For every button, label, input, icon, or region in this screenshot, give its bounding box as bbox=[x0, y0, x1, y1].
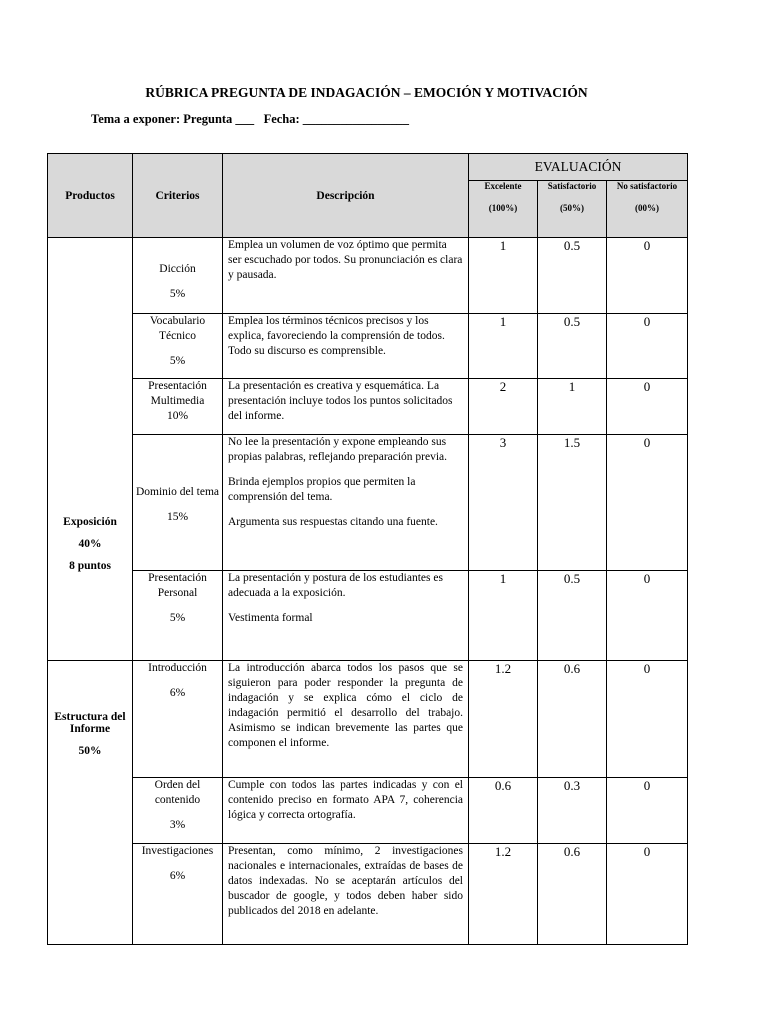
table-row bbox=[48, 844, 688, 945]
table-row bbox=[48, 571, 688, 661]
table-row bbox=[48, 778, 688, 844]
description-cell: Cumple con todos las partes indicadas y con el contenido preciso en formato APA 7, coherencia lógica y correcta ortografía. bbox=[223, 778, 469, 844]
score-excellent: 1.2 bbox=[469, 661, 538, 778]
header-not-satisfactory: No satisfactorio (00%) bbox=[607, 181, 688, 238]
score-excellent: 1.2 bbox=[469, 844, 538, 945]
criterion-cell: Vocabulario Técnico 5% bbox=[133, 314, 223, 379]
score-excellent: 0.6 bbox=[469, 778, 538, 844]
score-not-satisfactory: 0 bbox=[607, 778, 688, 844]
description-cell: La presentación es creativa y esquemática. La presentación incluye todos los puntos solicitados del informe. bbox=[223, 379, 469, 435]
criterion-cell: Introducción 6% bbox=[133, 661, 223, 778]
criterion-cell: Presentación Personal 5% bbox=[133, 571, 223, 661]
rubric-table bbox=[47, 153, 688, 945]
score-not-satisfactory: 0 bbox=[607, 844, 688, 945]
score-excellent: 3 bbox=[469, 435, 538, 571]
table-row bbox=[48, 314, 688, 379]
table-row bbox=[48, 238, 688, 314]
header-satisfactory: Satisfactorio (50%) bbox=[538, 181, 607, 238]
criterion-cell: Dominio del tema 15% bbox=[133, 435, 223, 571]
score-satisfactory: 1 bbox=[538, 379, 607, 435]
score-satisfactory: 0.5 bbox=[538, 238, 607, 314]
score-not-satisfactory: 0 bbox=[607, 571, 688, 661]
description-cell: La presentación y postura de los estudiantes es adecuada a la exposición. Vestimenta formal bbox=[223, 571, 469, 661]
score-not-satisfactory: 0 bbox=[607, 379, 688, 435]
description-cell: Emplea un volumen de voz óptimo que permita ser escuchado por todos. Su pronunciación es clara y pausada. bbox=[223, 238, 469, 314]
header-row bbox=[48, 154, 688, 181]
description-cell: No lee la presentación y expone empleando sus propias palabras, reflejando preparación previa. Brinda ejemplos propios que permiten la comprensión del tema. Argumenta sus respuestas citando una fuente. bbox=[223, 435, 469, 571]
score-not-satisfactory: 0 bbox=[607, 435, 688, 571]
criterion-cell: Presentación Multimedia 10% bbox=[133, 379, 223, 435]
score-excellent: 2 bbox=[469, 379, 538, 435]
score-satisfactory: 0.5 bbox=[538, 314, 607, 379]
score-satisfactory: 0.3 bbox=[538, 778, 607, 844]
score-satisfactory: 0.6 bbox=[538, 844, 607, 945]
score-excellent: 1 bbox=[469, 238, 538, 314]
header-evaluation: EVALUACIÓN bbox=[469, 154, 688, 181]
header-criteria: Criterios bbox=[133, 154, 223, 238]
header-description: Descripción bbox=[223, 154, 469, 238]
score-satisfactory: 0.6 bbox=[538, 661, 607, 778]
subtitle-line bbox=[91, 112, 409, 127]
criterion-cell: Orden del contenido 3% bbox=[133, 778, 223, 844]
table-row bbox=[48, 379, 688, 435]
header-excellent: Excelente (100%) bbox=[469, 181, 538, 238]
criterion-cell: Dicción 5% bbox=[133, 238, 223, 314]
description-cell: La introducción abarca todos los pasos que se siguieron para poder responder la pregunta de indagación y se explica cómo el ciclo de indagación permitió el desarrollo del trabajo. Asimismo se indican brevemente las partes que componen el informe. bbox=[223, 661, 469, 778]
product-cell: Estructura del Informe 50% bbox=[48, 661, 133, 945]
description-cell: Presentan, como mínimo, 2 investigaciones nacionales e internacionales, extraídas de bases de datos indexadas. No se aceptarán artículos del buscador de google, y todos deben haber sido publicados del 2018 en adelante. bbox=[223, 844, 469, 945]
score-not-satisfactory: 0 bbox=[607, 661, 688, 778]
date-label: Fecha: _________________ bbox=[263, 112, 410, 126]
criterion-cell: Investigaciones 6% bbox=[133, 844, 223, 945]
description-cell: Emplea los términos técnicos precisos y los explica, favoreciendo la comprensión de todos. Todo su discurso es comprensible. bbox=[223, 314, 469, 379]
score-not-satisfactory: 0 bbox=[607, 314, 688, 379]
product-cell: Exposición 40% 8 puntos bbox=[48, 238, 133, 661]
document-title: RÚBRICA PREGUNTA DE INDAGACIÓN – EMOCIÓN Y MOTIVACIÓN bbox=[145, 85, 588, 100]
score-satisfactory: 1.5 bbox=[538, 435, 607, 571]
table-row bbox=[48, 435, 688, 571]
score-not-satisfactory: 0 bbox=[607, 238, 688, 314]
score-satisfactory: 0.5 bbox=[538, 571, 607, 661]
header-products: Productos bbox=[48, 154, 133, 238]
score-excellent: 1 bbox=[469, 314, 538, 379]
table-row bbox=[48, 661, 688, 778]
score-excellent: 1 bbox=[469, 571, 538, 661]
topic-label: Tema a exponer: Pregunta ___ bbox=[91, 112, 255, 126]
